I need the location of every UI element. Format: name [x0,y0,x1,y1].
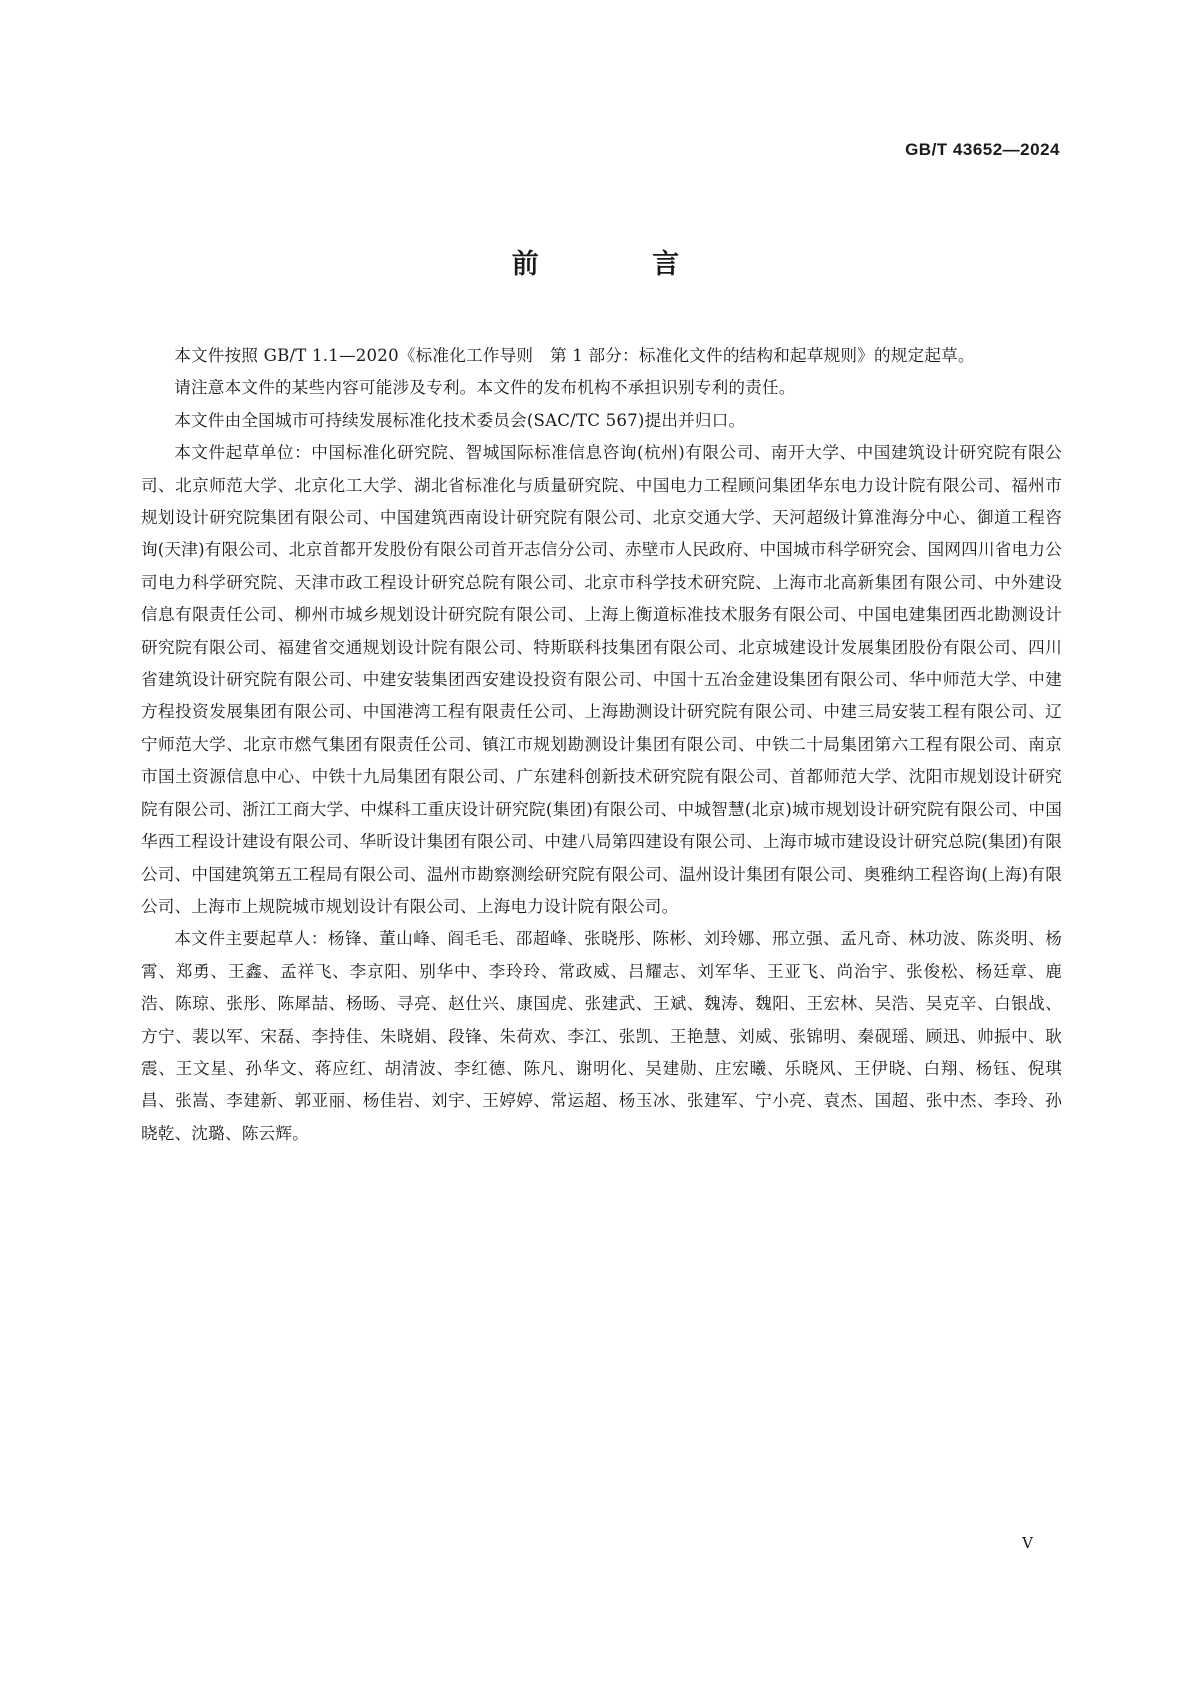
paragraph-drafting-organizations: 本文件起草单位：中国标准化研究院、智城国际标准信息咨询(杭州)有限公司、南开大学、中国建筑设计研究院有限公司、北京师范大学、北京化工大学、湖北省标准化与质量研究院、中国电力工程顾问集团华东电力设计院有限公司、福州市规划设计研究院集团有限公司、中国建筑西南设计研究院有限公司、北京交通大学、天河超级计算淮海分中心、御道工程咨询(天津)有限公司、北京首都开发股份有限公司首开志信分公司、赤壁市人民政府、中国城市科学研究会、国网四川省电力公司电力科学研究院、天津市政工程设计研究总院有限公司、北京市科学技术研究院、上海市北高新集团有限公司、中外建设信息有限责任公司、柳州市城乡规划设计研究院有限公司、上海上衡道标准技术服务有限公司、中国电建集团西北勘测设计研究院有限公司、福建省交通规划设计院有限公司、特斯联科技集团有限公司、北京城建设计发展集团股份有限公司、四川省建筑设计研究院有限公司、中建安装集团西安建设投资有限公司、中国十五冶金建设集团有限公司、华中师范大学、中建方程投资发展集团有限公司、中国港湾工程有限责任公司、上海勘测设计研究院有限公司、中建三局安装工程有限公司、辽宁师范大学、北京市燃气集团有限责任公司、镇江市规划勘测设计集团有限公司、中铁二十局集团第六工程有限公司、南京市国土资源信息中心、中铁十九局集团有限公司、广东建科创新技术研究院有限公司、首都师范大学、沈阳市规划设计研究院有限公司、浙江工商大学、中煤科工重庆设计研究院(集团)有限公司、中城智慧(北京)城市规划设计研究院有限公司、中国华西工程设计建设有限公司、华昕设计集团有限公司、中建八局第四建设有限公司、上海市城市建设设计研究总院(集团)有限公司、中国建筑第五工程局有限公司、温州市勘察测绘研究院有限公司、温州设计集团有限公司、奥雅纳工程咨询(上海)有限公司、上海市上规院城市规划设计有限公司、上海电力设计院有限公司。 [141,443,1062,916]
paragraph-drafting-rules: 本文件按照 GB/T 1.1—2020《标准化工作导则 第 1 部分：标准化文件的结构和起草规则》的规定起草。 [174,346,975,365]
paragraph-drafters: 本文件主要起草人：杨锋、董山峰、阎毛毛、邵超峰、张晓彤、陈彬、刘玲娜、邢立强、孟凡奇、林功波、陈炎明、杨霄、郑勇、王鑫、孟祥飞、李京阳、别华中、李玲玲、常政威、吕耀志、刘军华、王亚飞、尚治宇、张俊松、杨廷章、鹿浩、陈琼、张彤、陈犀喆、杨旸、寻亮、赵仕兴、康国虎、张建武、王斌、魏涛、魏阳、王宏林、吴浩、吴克辛、白银战、方宁、裴以军、宋磊、李持佳、朱晓娟、段锋、朱荷欢、李江、张凯、王艳慧、刘威、张锦明、秦砚瑶、顾迅、帅振中、耿震、王文星、孙华文、蒋应红、胡清波、李红德、陈凡、谢明化、吴建勋、庄宏曦、乐晓风、王伊晓、白翔、杨钰、倪琪昌、张嵩、李建新、郭亚丽、杨佳岩、刘宇、王婷婷、常运超、杨玉冰、张建军、宁小亮、袁杰、国超、张中杰、李玲、孙晓乾、沈璐、陈云辉。 [141,929,1062,1143]
page-title: 前 言 [511,249,732,280]
page-number: V [1022,1534,1033,1552]
paragraph-proposer: 本文件由全国城市可持续发展标准化技术委员会(SAC/TC 567)提出并归口。 [174,410,746,430]
paragraph-patent-notice: 请注意本文件的某些内容可能涉及专利。本文件的发布机构不承担识别专利的责任。 [174,378,796,398]
standard-code: GB/T 43652—2024 [905,140,1060,159]
preface-body [141,340,1062,1150]
